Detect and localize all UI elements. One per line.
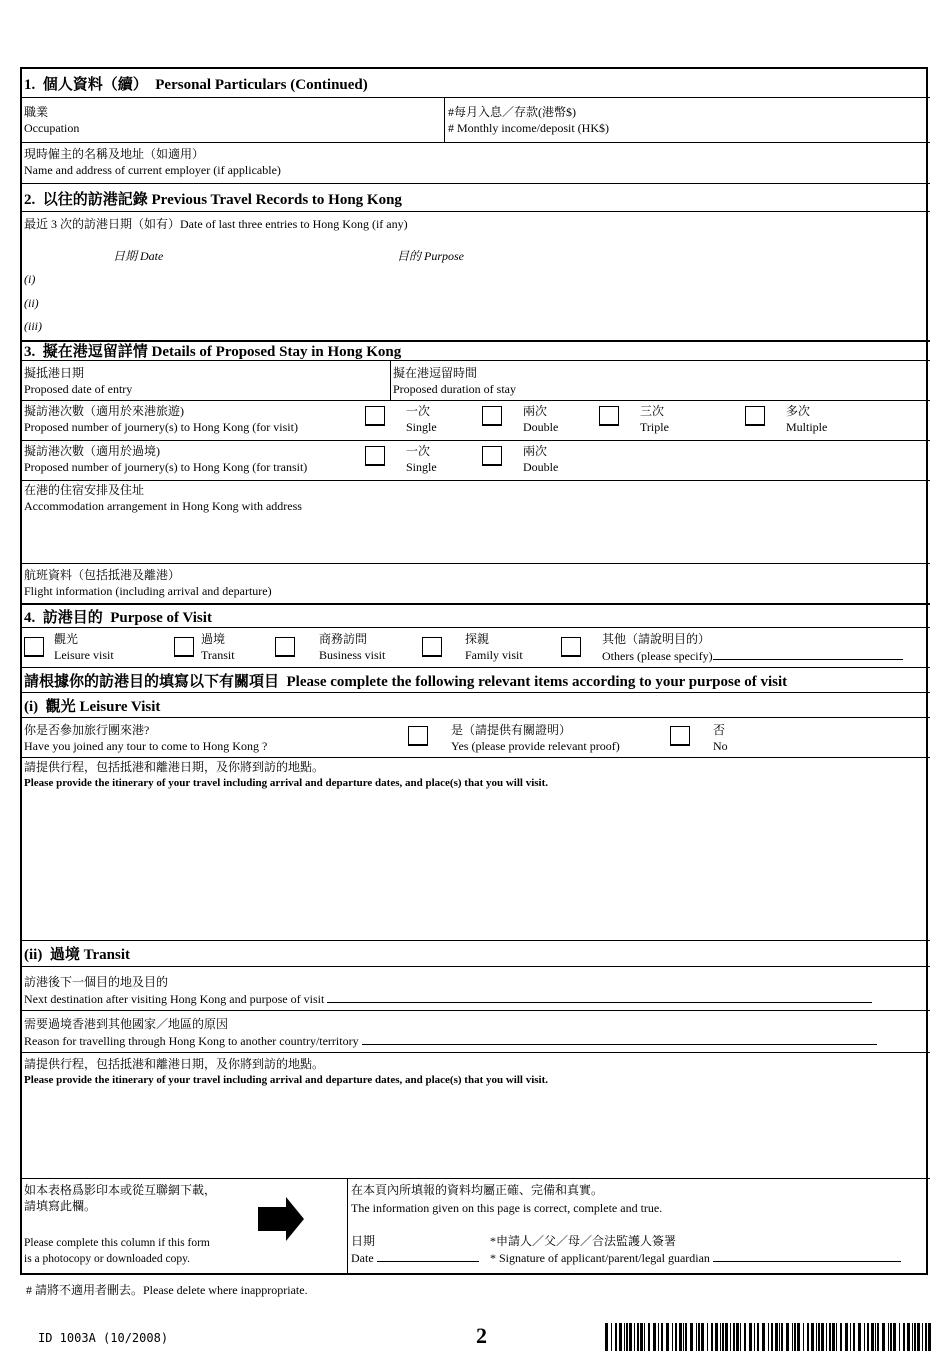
travel-records-desc: 最近 3 次的訪港日期（如有）Date of last three entries to Hong Kong (if any) [24,217,408,231]
declaration-text: 在本頁內所填報的資料均屬正確、完備和真實。 The information given on this page is correct, complete and true. [351,1183,663,1215]
barcode-bar [826,1323,827,1351]
barcode-bar [611,1323,612,1351]
divider [20,1178,930,1179]
signature-field[interactable]: *申請人／父／母／合法監護人簽署 * Signature of applicant/parent/legal guardian [490,1233,901,1266]
tour-no-checkbox[interactable] [670,726,690,746]
barcode-bar [744,1323,746,1351]
barcode-bar [615,1323,617,1351]
barcode-bar [781,1323,783,1351]
barcode-bar [757,1323,759,1351]
barcode-bar [666,1323,669,1351]
barcode-bar [858,1323,861,1351]
divider [20,480,930,481]
barcode-bar [832,1323,835,1351]
business-checkbox[interactable] [275,637,295,657]
barcode-bar [792,1323,793,1351]
accommodation-field[interactable]: 在港的住宿安排及住址 Accommodation arrangement in Hong Kong with address [24,483,302,513]
option-label: 觀光 Leisure visit [54,632,114,662]
section-3-title: 3. 擬在港逗留詳情 Details of Proposed Stay in Hong Kong [24,344,402,360]
barcode-bar [867,1323,869,1351]
barcode-bar [749,1323,752,1351]
option-label: 過境 Transit [201,632,235,662]
divider [444,97,445,142]
section-4-title: 4. 訪港目的 Purpose of Visit [24,610,212,626]
divider [20,183,930,184]
barcode-bar [722,1323,724,1351]
barcode-bar [634,1323,635,1351]
barcode-bar [888,1323,889,1351]
divider [20,563,930,564]
barcode-bar [653,1323,656,1351]
barcode-bar [811,1323,814,1351]
barcode-bar [877,1323,879,1351]
divider [20,603,930,605]
barcode-bar [629,1323,632,1351]
barcode-bar [605,1323,608,1351]
barcode-bar [775,1323,778,1351]
barcode-bar [890,1323,892,1351]
photocopy-note-zh: 如本表格爲影印本或從互聯網下載， 請填寫此欄。 [24,1183,217,1213]
barcode-bar [736,1323,739,1351]
date-field[interactable]: 日期 Date [351,1233,479,1266]
barcode-bar [925,1323,927,1351]
barcode-bar [871,1323,874,1351]
barcode-bar [779,1323,780,1351]
divider [20,757,930,758]
barcode-bar [626,1323,628,1351]
barcode-bar [917,1323,920,1351]
barcode-bar [907,1323,910,1351]
barcode-bar [882,1323,885,1351]
barcode-bar [912,1323,913,1351]
barcode [605,1323,932,1351]
barcode-bar [672,1323,673,1351]
barcode-bar [730,1323,731,1351]
visit-multiple-checkbox[interactable] [745,406,765,426]
barcode-bar [922,1323,923,1351]
barcode-bar [640,1323,643,1351]
photocopy-note-en: Please complete this column if this form is a photocopy or downloaded copy. [24,1237,210,1265]
divider [20,627,930,628]
footnote: # 請將不適用者刪去。Please delete where inappropriate. [26,1283,308,1297]
barcode-bar [768,1323,769,1351]
barcode-bar [893,1323,896,1351]
barcode-bar [771,1323,773,1351]
section-1-title: 1. 個人資料（續） Personal Particulars (Continued) [24,77,368,93]
instruction-heading: 請根據你的訪港目的填寫以下有關項目 Please complete the following relevant items according to your purpose of visit [24,674,788,690]
option-label: 其他（請說明目的） Others (please specify) [602,631,903,664]
divider [20,97,930,98]
others-checkbox[interactable] [561,637,581,657]
barcode-bar [762,1323,765,1351]
barcode-bar [829,1323,831,1351]
barcode-bar [711,1323,713,1351]
barcode-bar [720,1323,721,1351]
divider [20,692,930,693]
divider [390,360,391,400]
option-label: 是（請提供有關證明） Yes (please provide relevant proof) [451,723,620,753]
occupation-field[interactable]: 職業 Occupation [24,105,80,135]
divider [20,1052,930,1053]
barcode-bar [725,1323,728,1351]
barcode-bar [658,1323,659,1351]
barcode-bar [707,1323,708,1351]
option-label: 三次 Triple [640,404,669,434]
divider [347,1178,348,1275]
barcode-bar [850,1323,851,1351]
option-label: 一次 Single [406,444,437,474]
barcode-bar [661,1323,663,1351]
barcode-bar [928,1323,931,1351]
travel-record-row[interactable]: (iii) [24,319,42,333]
option-label: 兩次 Double [523,444,559,474]
divider [20,940,930,941]
barcode-bar [696,1323,697,1351]
divider [20,667,930,668]
transit-section-title: (ii) 過境 Transit [24,947,130,963]
section-2-title: 2. 以往的訪港記錄 Previous Travel Records to Hong Kong [24,192,402,208]
family-checkbox[interactable] [422,637,442,657]
barcode-bar [818,1323,820,1351]
entry-date-field[interactable]: 擬抵港日期 Proposed date of entry [24,366,133,396]
leisure-checkbox[interactable] [24,637,44,657]
option-label: 探親 Family visit [465,632,523,662]
option-label: 否 No [713,723,728,753]
barcode-bar [740,1323,741,1351]
tour-yes-checkbox[interactable] [408,726,428,746]
visit-triple-checkbox[interactable] [599,406,619,426]
barcode-bar [715,1323,718,1351]
barcode-bar [821,1323,824,1351]
barcode-bar [637,1323,639,1351]
travel-record-row[interactable]: (ii) [24,296,39,310]
option-label: 多次 Multiple [786,404,828,434]
barcode-bar [803,1323,804,1351]
next-destination-field[interactable]: 訪港後下一個目的地及目的 Next destination after visiting Hong Kong and purpose of visit [24,974,872,1007]
barcode-bar [644,1323,645,1351]
barcode-bar [836,1323,837,1351]
transit-checkbox[interactable] [174,637,194,657]
purpose-column-label: 目的 Purpose [397,249,464,263]
page-number: 2 [476,1323,487,1348]
barcode-bar [864,1323,865,1351]
duration-field[interactable]: 擬在港逗留時間 Proposed duration of stay [393,366,516,396]
divider [20,717,930,718]
barcode-bar [914,1323,916,1351]
tour-question: 你是否參加旅行團來港? Have you joined any tour to come to Hong Kong ? [24,723,268,753]
barcode-bar [754,1323,755,1351]
barcode-bar [899,1323,900,1351]
date-column-label: 日期 Date [113,249,164,263]
travel-record-row[interactable]: (i) [24,272,36,286]
barcode-bar [679,1323,682,1351]
barcode-bar [903,1323,905,1351]
barcode-bar [816,1323,817,1351]
visit-journeys-label: 擬訪港次數（適用於來港旅遊) Proposed number of journery(s) to Hong Kong (for visit) [24,404,298,434]
barcode-bar [698,1323,700,1351]
divider [20,966,930,967]
employer-field[interactable]: 現時僱主的名稱及地址（如適用） Name and address of current employer (if applicable) [24,147,281,177]
leisure-itinerary-field[interactable]: 請提供行程，包括抵港和離港日期，及你將到訪的地點。 Please provide the itinerary of your travel including arrival and departure dates, and place(s) that you will visit. [24,760,549,789]
barcode-bar [624,1323,625,1351]
divider [20,142,930,143]
transit-reason-field[interactable]: 需要過境香港到其他國家／地區的原因 Reason for travelling through Hong Kong to another country/territory [24,1016,877,1049]
option-label: 兩次 Double [523,404,559,434]
barcode-bar [794,1323,796,1351]
visit-double-checkbox[interactable] [482,406,502,426]
barcode-bar [786,1323,789,1351]
barcode-bar [875,1323,876,1351]
barcode-bar [648,1323,650,1351]
divider [20,400,930,401]
option-label: 一次 Single [406,404,437,434]
others-specify-input[interactable] [713,647,903,660]
flight-info-field[interactable]: 航班資料（包括抵港及離港） Flight information (including arrival and departure) [24,568,272,598]
barcode-bar [701,1323,704,1351]
transit-double-checkbox[interactable] [482,446,502,466]
barcode-bar [797,1323,800,1351]
barcode-bar [685,1323,687,1351]
barcode-bar [853,1323,855,1351]
transit-journeys-label: 擬訪港次數（適用於過境) Proposed number of journery(s) to Hong Kong (for transit) [24,444,308,474]
arrow-right-icon [258,1197,304,1241]
barcode-bar [733,1323,735,1351]
visit-single-checkbox[interactable] [365,406,385,426]
barcode-bar [675,1323,677,1351]
form-id: ID 1003A (10/2008) [38,1331,169,1345]
barcode-bar [807,1323,809,1351]
divider [20,1010,930,1011]
divider [20,211,930,212]
monthly-income-field[interactable]: #每月入息／存款(港幣$) # Monthly income/deposit (HK$) [448,105,609,135]
barcode-bar [845,1323,848,1351]
transit-itinerary-field[interactable]: 請提供行程，包括抵港和離港日期，及你將到訪的地點。 Please provide the itinerary of your travel including arrival and departure dates, and place(s) that you will visit. [24,1057,549,1086]
divider [20,440,930,441]
barcode-bar [619,1323,622,1351]
barcode-bar [683,1323,684,1351]
transit-single-checkbox[interactable] [365,446,385,466]
barcode-bar [690,1323,693,1351]
barcode-bar [840,1323,842,1351]
leisure-section-title: (i) 觀光 Leisure Visit [24,699,161,715]
option-label: 商務訪問 Business visit [319,632,386,662]
